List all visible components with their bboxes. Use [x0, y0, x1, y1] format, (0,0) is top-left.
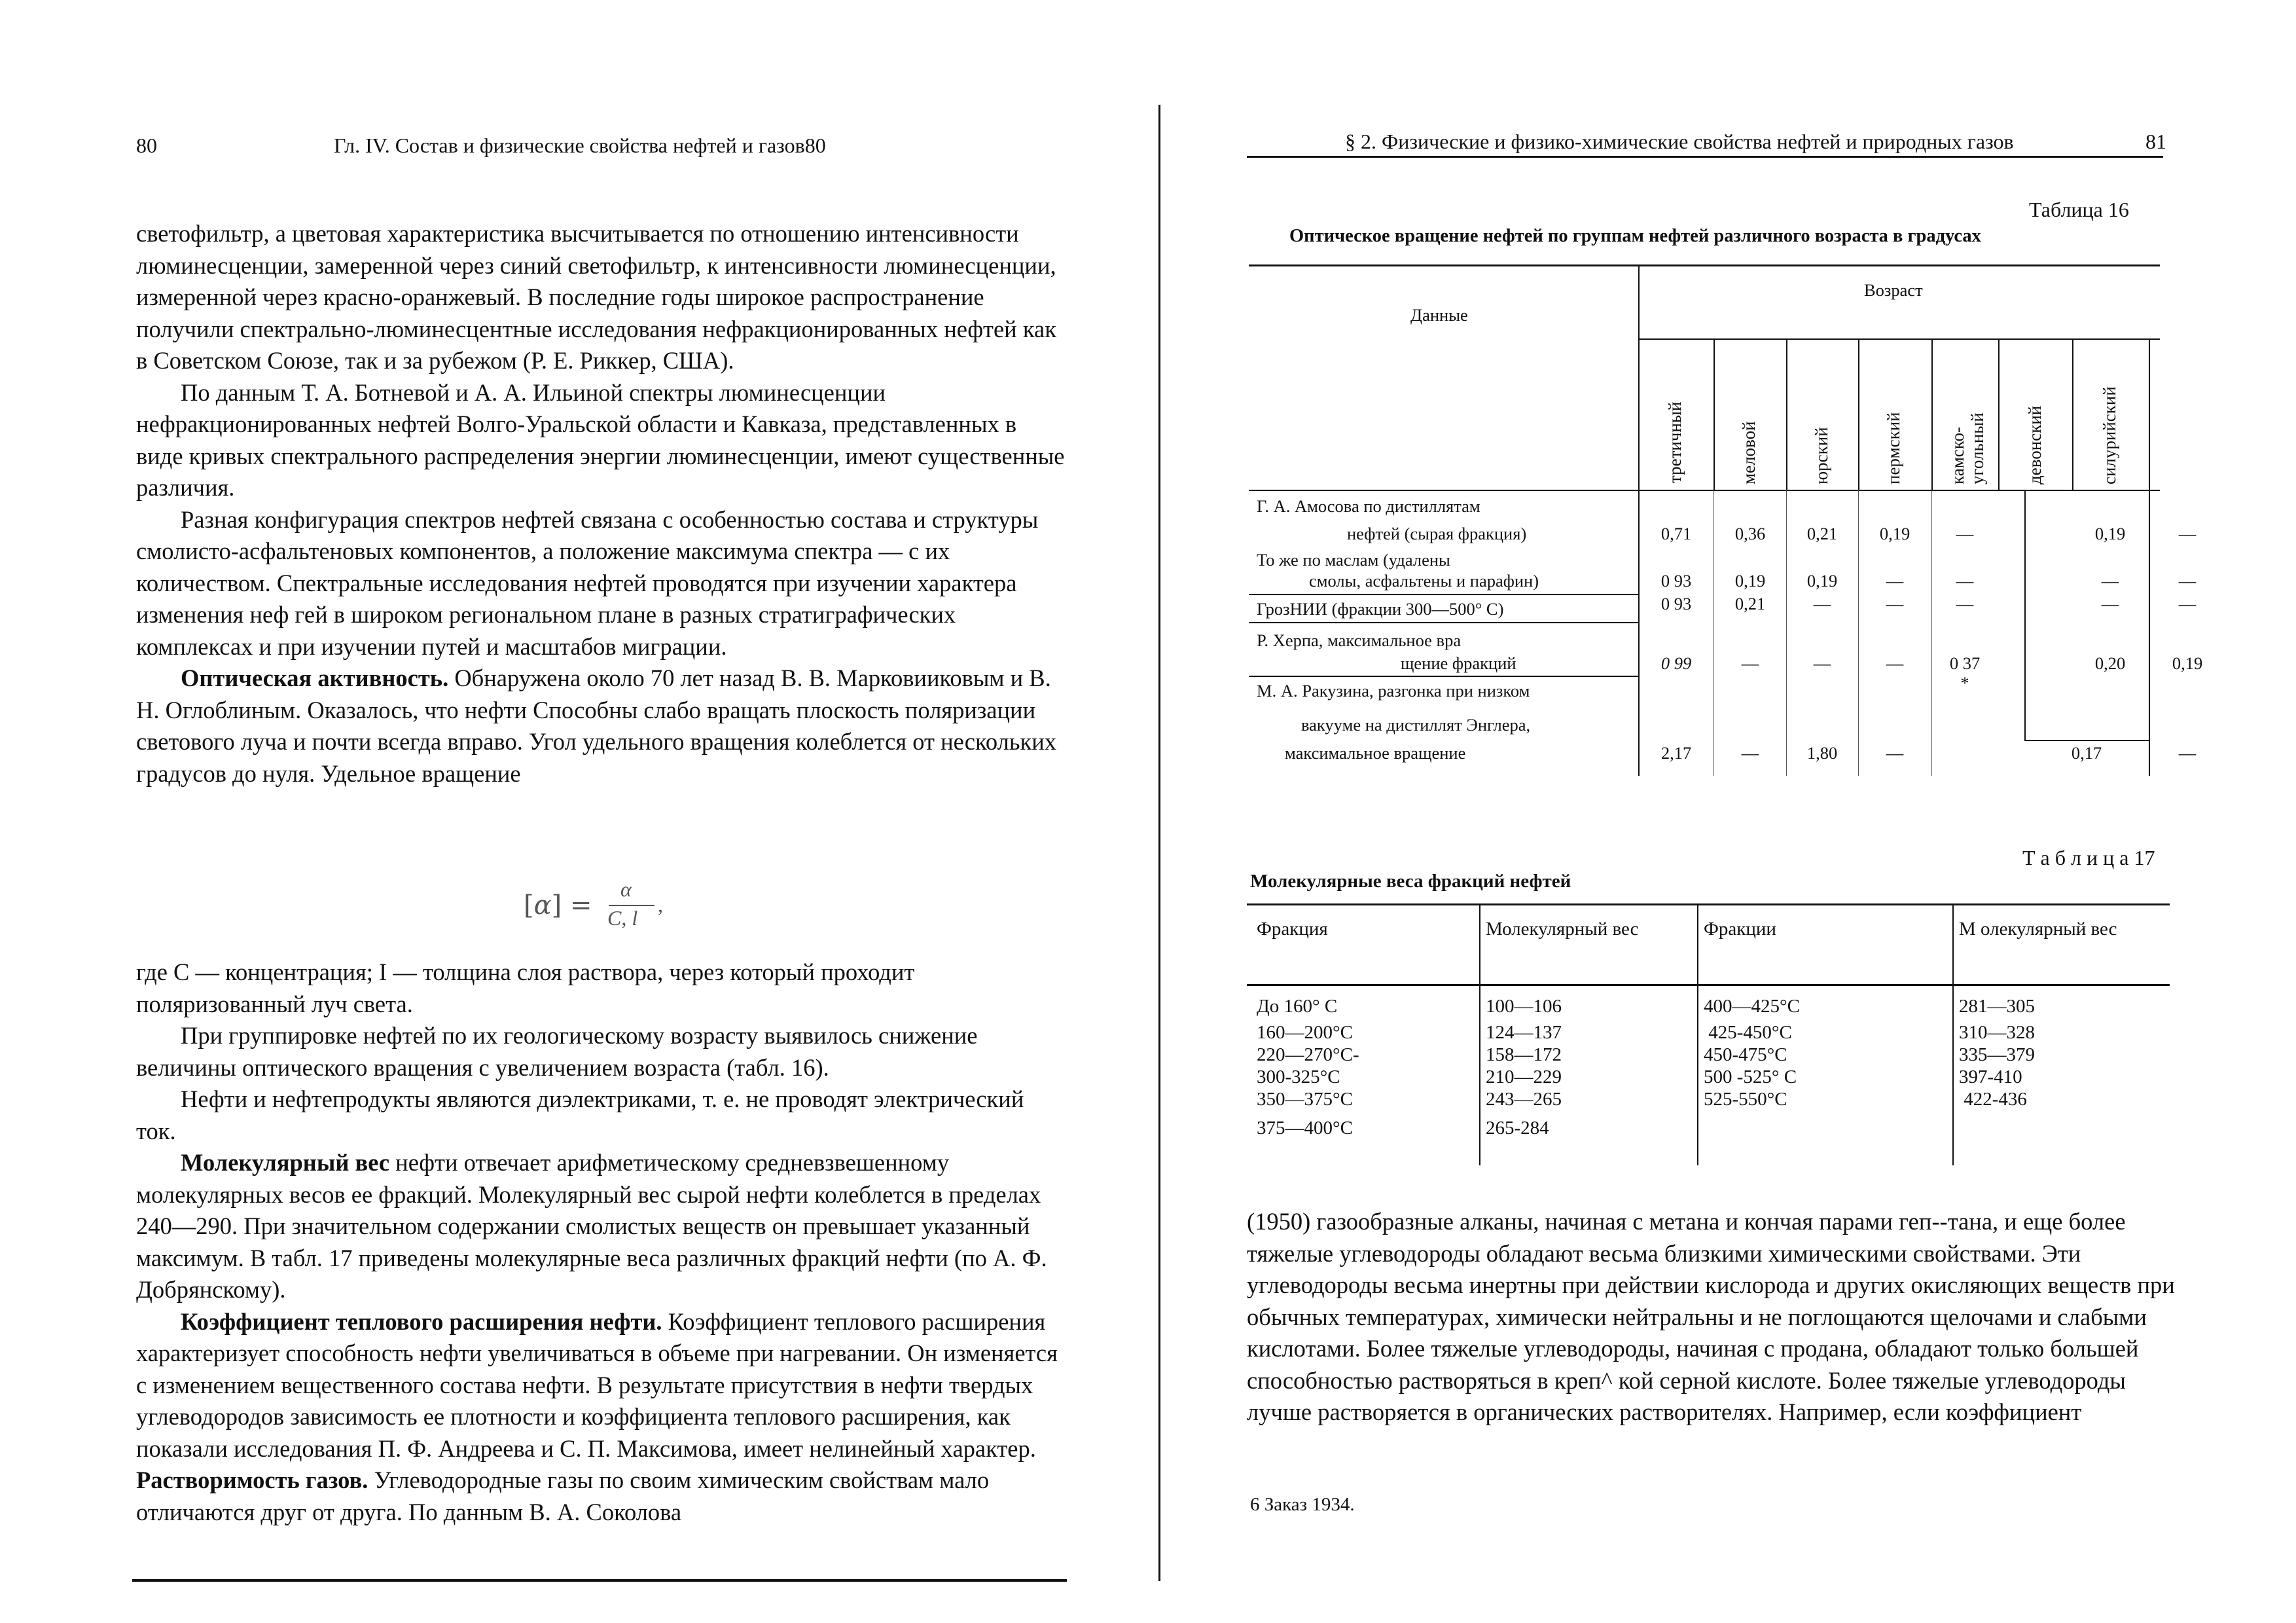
- table17-cell: 450-475°С: [1704, 1044, 1787, 1065]
- paragraph-mw: [136, 1147, 1066, 1306]
- table16-row-label: Р. Херпа, максимальное вра: [1257, 630, 1462, 650]
- left-bottom-rule: [132, 1579, 1067, 1582]
- paragraph: По данным Т. А. Ботневой и А. А. Ильиной спектры люминесценции нефракционированных нефтей Волго-Уральской области и Кавказа, представленных в виде кривых спектрального распределения энергии люминесценции, имеют существенные различия.: [136, 378, 1065, 501]
- table16-title: Оптическое вращение нефтей по группам нефтей различного возраста в градусах: [1289, 226, 1981, 246]
- table16-cell: —: [1886, 594, 1904, 613]
- right-body-text: (1950) газообразные алканы, начиная с метана и кончая парами геп--тана, и еще более тяжелые углеводороды обладают весьма близкими химическими свойствами. Эти углеводороды весьма инертны при действии кислорода и других окисляющих веществ при обычных температурах, химически нейтральны и не поглощаются щелочами и слабыми кислотами. Более тяжелые углеводороды, начиная с продана, обладают только большей способностью растворяться в креп^ кой серной кислоте. Более тяжелые углеводороды лучше растворяется в органических растворителях. Например, если коэффициент: [1247, 1208, 2175, 1425]
- formula: [α] = α C, l ,: [524, 877, 663, 930]
- table16-row-label: нефтей (сырая фракция): [1347, 524, 1527, 543]
- table17-cell: До 160° С: [1257, 996, 1338, 1017]
- table16-cell: —: [1956, 524, 1974, 543]
- table17-cell: 160—200°С: [1257, 1022, 1353, 1043]
- table16-cell: 0,71: [1660, 524, 1692, 543]
- table16-cell: 2,17: [1660, 743, 1692, 763]
- table17: [1247, 903, 2170, 1165]
- table16-cell: —: [2101, 571, 2119, 591]
- table16-cell: 0,19: [1879, 524, 1910, 543]
- table17-cell: 375—400°С: [1257, 1118, 1353, 1139]
- running-head-right: § 2. Физические и физико-химические свойства нефтей и природных газов: [1345, 130, 2014, 153]
- table16-cell: —: [2101, 594, 2119, 613]
- table17-cell: 243—265: [1486, 1089, 1562, 1110]
- table16-age-col: юрский: [1812, 427, 1831, 484]
- paragraph: светофильтр, а цветовая характеристика высчитывается по отношению интенсивности люминесценции, замеренной через синий светофильтр, к интенсивности люминесценции, измеренной через красно-оранжевый. В последние годы широкое распространение получили спектрально-люминесцентные исследования нефракционированных нефтей как в Советском Союзе, так и за рубежом (Р. Е. Риккер, США).: [136, 220, 1056, 374]
- table16-cell: 0 99: [1660, 653, 1692, 673]
- paragraph: где C — концентрация; I — толщина слоя раствора, через который проходит поляризованный луч света.: [136, 958, 915, 1017]
- paragraph-optical: [136, 663, 1066, 790]
- table16-cell: —: [2178, 743, 2197, 763]
- coef-text: Коэффициент теплового расширения характеризует способность нефти увеличиваться в объеме при нагревании. Он изменяется с изменением вещественного состава нефти. В результате присутствия в нефти твердых углеводородов зависимость ее плотности и коэффициента теплового расширения, как показали исследования П. Ф. Андреева и С. П. Максимова, имеет нелинейный характер.: [136, 1307, 1058, 1462]
- table16-cell: 1,80: [1806, 743, 1838, 763]
- table16-star: *: [1960, 673, 1969, 693]
- mw-text: нефти отвечает арифметическому средневзвешенному молекулярных весов ее фракций. Молекулярный вес сырой нефти колеблется в пределах 240—290. При значительном содержании смолистых веществ он превышает указанный максимум. В табл. 17 приведены молекулярные веса различных фракций нефти (по А. Ф. Добрянскому).: [136, 1149, 1047, 1303]
- table16-header-data: Данные: [1410, 305, 1468, 325]
- table16-age-col: камско- угольный: [1948, 412, 1987, 484]
- table16-row-label: вакууме на дистиллят Энглера,: [1301, 715, 1531, 735]
- table16-row-label: То же по маслам (удалены: [1257, 550, 1450, 570]
- table17-cell: 158—172: [1486, 1044, 1562, 1065]
- table17-header: Молекулярный вес: [1486, 919, 1639, 939]
- table17-cell: 425-450°С: [1704, 1022, 1792, 1043]
- table17-cell: 397-410: [1959, 1067, 2022, 1087]
- table17-cell: 124—137: [1486, 1022, 1562, 1043]
- table16-age-col: третичный: [1665, 401, 1685, 483]
- table17-cell: 281—305: [1959, 996, 2035, 1017]
- table16: [1249, 262, 2203, 779]
- table16-row-label: ГрозНИИ (фракции 300—500° С): [1257, 599, 1504, 619]
- table16-cell: 0,36: [1734, 524, 1766, 543]
- table17-cell: 422-436: [1959, 1089, 2027, 1110]
- mw-heading: Молекулярный вес: [181, 1149, 390, 1176]
- gutter-divider: [1158, 105, 1160, 1581]
- table16-age-col: пермский: [1884, 412, 1903, 484]
- table16-cell: 0,19: [1734, 571, 1766, 591]
- table16-label: Таблица 16: [2029, 198, 2129, 221]
- gas-heading: Растворимость газов.: [136, 1467, 368, 1493]
- table17-cell: 500 -525° С: [1704, 1067, 1797, 1087]
- coef-heading: Коэффициент теплового расширения нефти.: [181, 1307, 662, 1335]
- table16-cell: —: [1956, 594, 1974, 613]
- optical-heading: Оптическая активность.: [181, 665, 449, 691]
- table17-cell: 300-325°С: [1257, 1067, 1340, 1087]
- table16-row-label: Г. А. Амосова по дистиллятам: [1257, 496, 1480, 516]
- table16-cell: —: [1741, 653, 1759, 673]
- table16-cell: —: [2178, 594, 2197, 613]
- left-body-part1: [136, 218, 1066, 790]
- table16-age-col: меловой: [1739, 421, 1759, 484]
- table17-header: Фракция: [1257, 919, 1328, 939]
- table16-cell: —: [1741, 743, 1759, 763]
- table16-cell: 0,17: [2071, 743, 2102, 763]
- paragraph: Нефти и нефтепродукты являются диэлектриками, т. е. не проводят электрический ток.: [136, 1085, 1024, 1144]
- paragraph-gas: [136, 1465, 1066, 1528]
- table16-row-label: щение фракций: [1401, 653, 1516, 673]
- table17-header: М олекулярный вес: [1959, 919, 2117, 939]
- table17-title: Молекулярные веса фракций нефтей: [1250, 871, 1571, 892]
- table17-cell: 400—425°С: [1704, 996, 1800, 1017]
- table16-row-label: М. А. Ракузина, разгонка при низком: [1257, 681, 1530, 701]
- table16-age-col: девонский: [2025, 405, 2045, 484]
- table16-cell: 0,19: [1806, 571, 1838, 591]
- table16-cell: —: [1886, 653, 1904, 673]
- table16-cell: 0,19: [2094, 524, 2126, 543]
- table16-cell: —: [1813, 594, 1831, 613]
- table16-cell: 0,20: [2094, 653, 2126, 673]
- table16-cell: —: [2178, 571, 2197, 591]
- table16-cell: 0,19: [2172, 653, 2203, 673]
- table17-header: Фракции: [1704, 919, 1776, 939]
- table16-row-label: смолы, асфальтены и парафин): [1309, 571, 1539, 591]
- table16-header-age: Возраст: [1864, 280, 1923, 300]
- table17-label: Т а б л и ц а 17: [2022, 846, 2155, 869]
- table17-cell: 210—229: [1486, 1067, 1562, 1087]
- paragraph: При группировке нефтей по их геологическому возрасту выявилось снижение величины оптического вращения с увеличением возраста (табл. 16).: [136, 1022, 978, 1081]
- page-number-left: 80: [136, 134, 157, 157]
- table16-cell: —: [1956, 571, 1974, 591]
- paragraph-coef: [136, 1306, 1066, 1465]
- footer-note: 6 Заказ 1934.: [1250, 1494, 1355, 1515]
- paragraph: Разная конфигурация спектров нефтей связана с особенностью состава и структуры смолисто-асфальтеновых компонентов, а положение максимума спектра — с их количеством. Спектральные исследования нефтей проводятся при изучении характера изменения неф гей в широком региональном плане в разных стратиграфических комплексах и при изучении путей и масштабов миграции.: [136, 505, 1039, 660]
- table16-cell: —: [1886, 571, 1904, 591]
- table17-cell: 220—270°С-: [1257, 1044, 1359, 1065]
- table16-cell: 0 93: [1660, 594, 1692, 613]
- table16-cell: 0 93: [1660, 571, 1692, 591]
- running-head-left: Гл. IV. Состав и физические свойства нефтей и газов80: [334, 134, 826, 157]
- table17-cell: 335—379: [1959, 1044, 2035, 1065]
- table16-cell: —: [2178, 524, 2197, 543]
- gas-text: Углеводородные газы по своим химическим свойствам мало отличаются друг от друга. По данным В. А. Соколова: [136, 1467, 990, 1525]
- table17-cell: 265-284: [1486, 1118, 1549, 1139]
- table16-cell: 0,21: [1734, 594, 1766, 613]
- left-body-part2: [136, 957, 1066, 1528]
- table17-cell: 350—375°С: [1257, 1089, 1353, 1110]
- table16-cell: —: [1886, 743, 1904, 763]
- table17-cell: 525-550°С: [1704, 1089, 1787, 1110]
- table17-cell: 310—328: [1959, 1022, 2035, 1043]
- table16-row-label: максимальное вращение: [1285, 743, 1466, 763]
- optical-text: Обнаружена около 70 лет назад В. В. Марковииковым и В. Н. Оглоблиным. Оказалось, что нефти Способны слабо вращать плоскость поляризации светового луча и почти всегда вправо. Угол удельного вращения колеблется от нескольких градусов до нуля. Удельное вращение: [136, 665, 1056, 787]
- table16-cell: —: [1813, 653, 1831, 673]
- page-number-right: 81: [2145, 130, 2166, 153]
- table16-age-col: силурийский: [2100, 386, 2119, 484]
- table16-cell: 0 37: [1949, 653, 1981, 673]
- table16-cell: 0,21: [1806, 524, 1838, 543]
- table17-cell: 100—106: [1486, 996, 1562, 1017]
- right-header-rule: [1247, 156, 2163, 158]
